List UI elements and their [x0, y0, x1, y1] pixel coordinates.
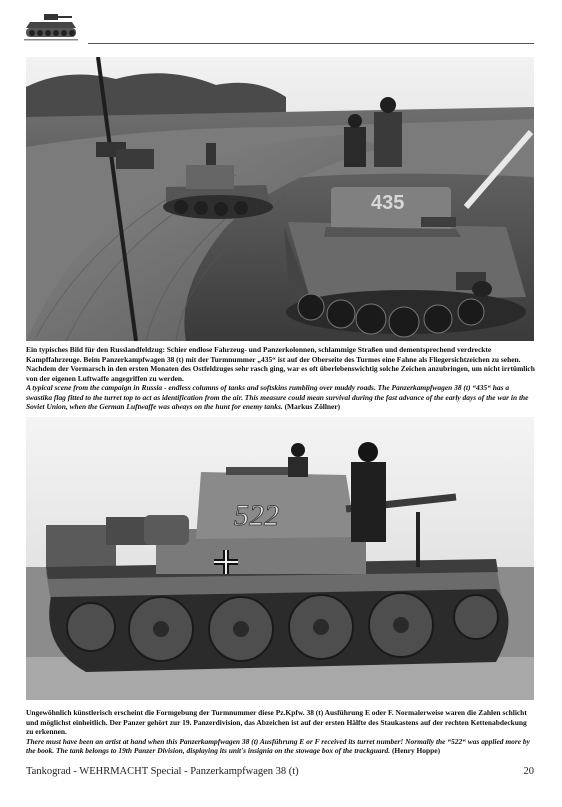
- caption-english: [26, 737, 535, 756]
- tank-number-522: 522: [234, 499, 279, 532]
- caption-english-text: There must have been an artist at hand when this Panzerkampfwagen 38 (t) Ausführung E or F received its turret number! Normally the “522“ was applied more by the book. The tank belongs to 19th Panzer Division, displaying its unit's insignia on the stowage box of the trackguard.: [26, 736, 530, 756]
- photo-tank-column: [26, 57, 534, 341]
- photo-tank-522: [26, 417, 534, 700]
- caption-english-text: A typical scene from the campaign in Russia - endless columns of tanks and softskins rumbling over muddy roads. The Panzerkampfwagen 38 (t) “435“ has a swastika flag fitted to the turret top to act as identification from the air. This measure could mean survival during the fast advance of the early days of the war in the Soviet Union, when the German Luftwaffe was always on the hunt for enemy tanks.: [26, 383, 529, 412]
- page-number: 20: [523, 766, 534, 777]
- caption-english: [26, 383, 535, 412]
- header-rule: [88, 43, 534, 44]
- caption-photo-1: [26, 345, 535, 412]
- caption-german: Ungewöhnlich künstlerisch erscheint die Formgebung der Turmnummer diese Pz.Kpfw. 38 (t) Ausführung E oder F. Normalerweise waren die Zahlen schlicht und möglichst einheitlich. Der Panzer gehört zur 19. Panzerdivision, das Abzeichen ist auf der ersten Hälfte des Staukastens auf der rechten Kettenabdeckung zu erkennen.: [26, 708, 527, 737]
- tank-silhouette-icon: [22, 8, 80, 44]
- footer-title: Tankograd - WEHRMACHT Special - Panzerkampfwagen 38 (t): [26, 766, 299, 777]
- caption-german: Ein typisches Bild für den Russlandfeldzug: Schier endlose Fahrzeug- und Panzerkolonnen, schlammige Straßen und dementsprechend verdreckte Kampffahrzeuge. Beim Panzerkampfwagen 38 (t) mit der Turmnummer „435“ ist auf der Oberseite des Turmes eine Fahne als Fliegersichtzeichen zu sehen. Nachdem der Vormarsch in den ersten Monaten des Ostfeldzuges sehr rasch ging, war es oft überlebenswichtig solche Zeichen anzubringen, um nicht irrtümlich von der eigenen Luftwaffe angegriffen zu werden.: [26, 345, 535, 383]
- tank-number-435: 435: [371, 192, 405, 214]
- caption-photo-2: [26, 708, 535, 756]
- photo-credit: (Henry Hoppe): [391, 746, 441, 756]
- photo-credit: (Markus Zöllner): [284, 402, 341, 412]
